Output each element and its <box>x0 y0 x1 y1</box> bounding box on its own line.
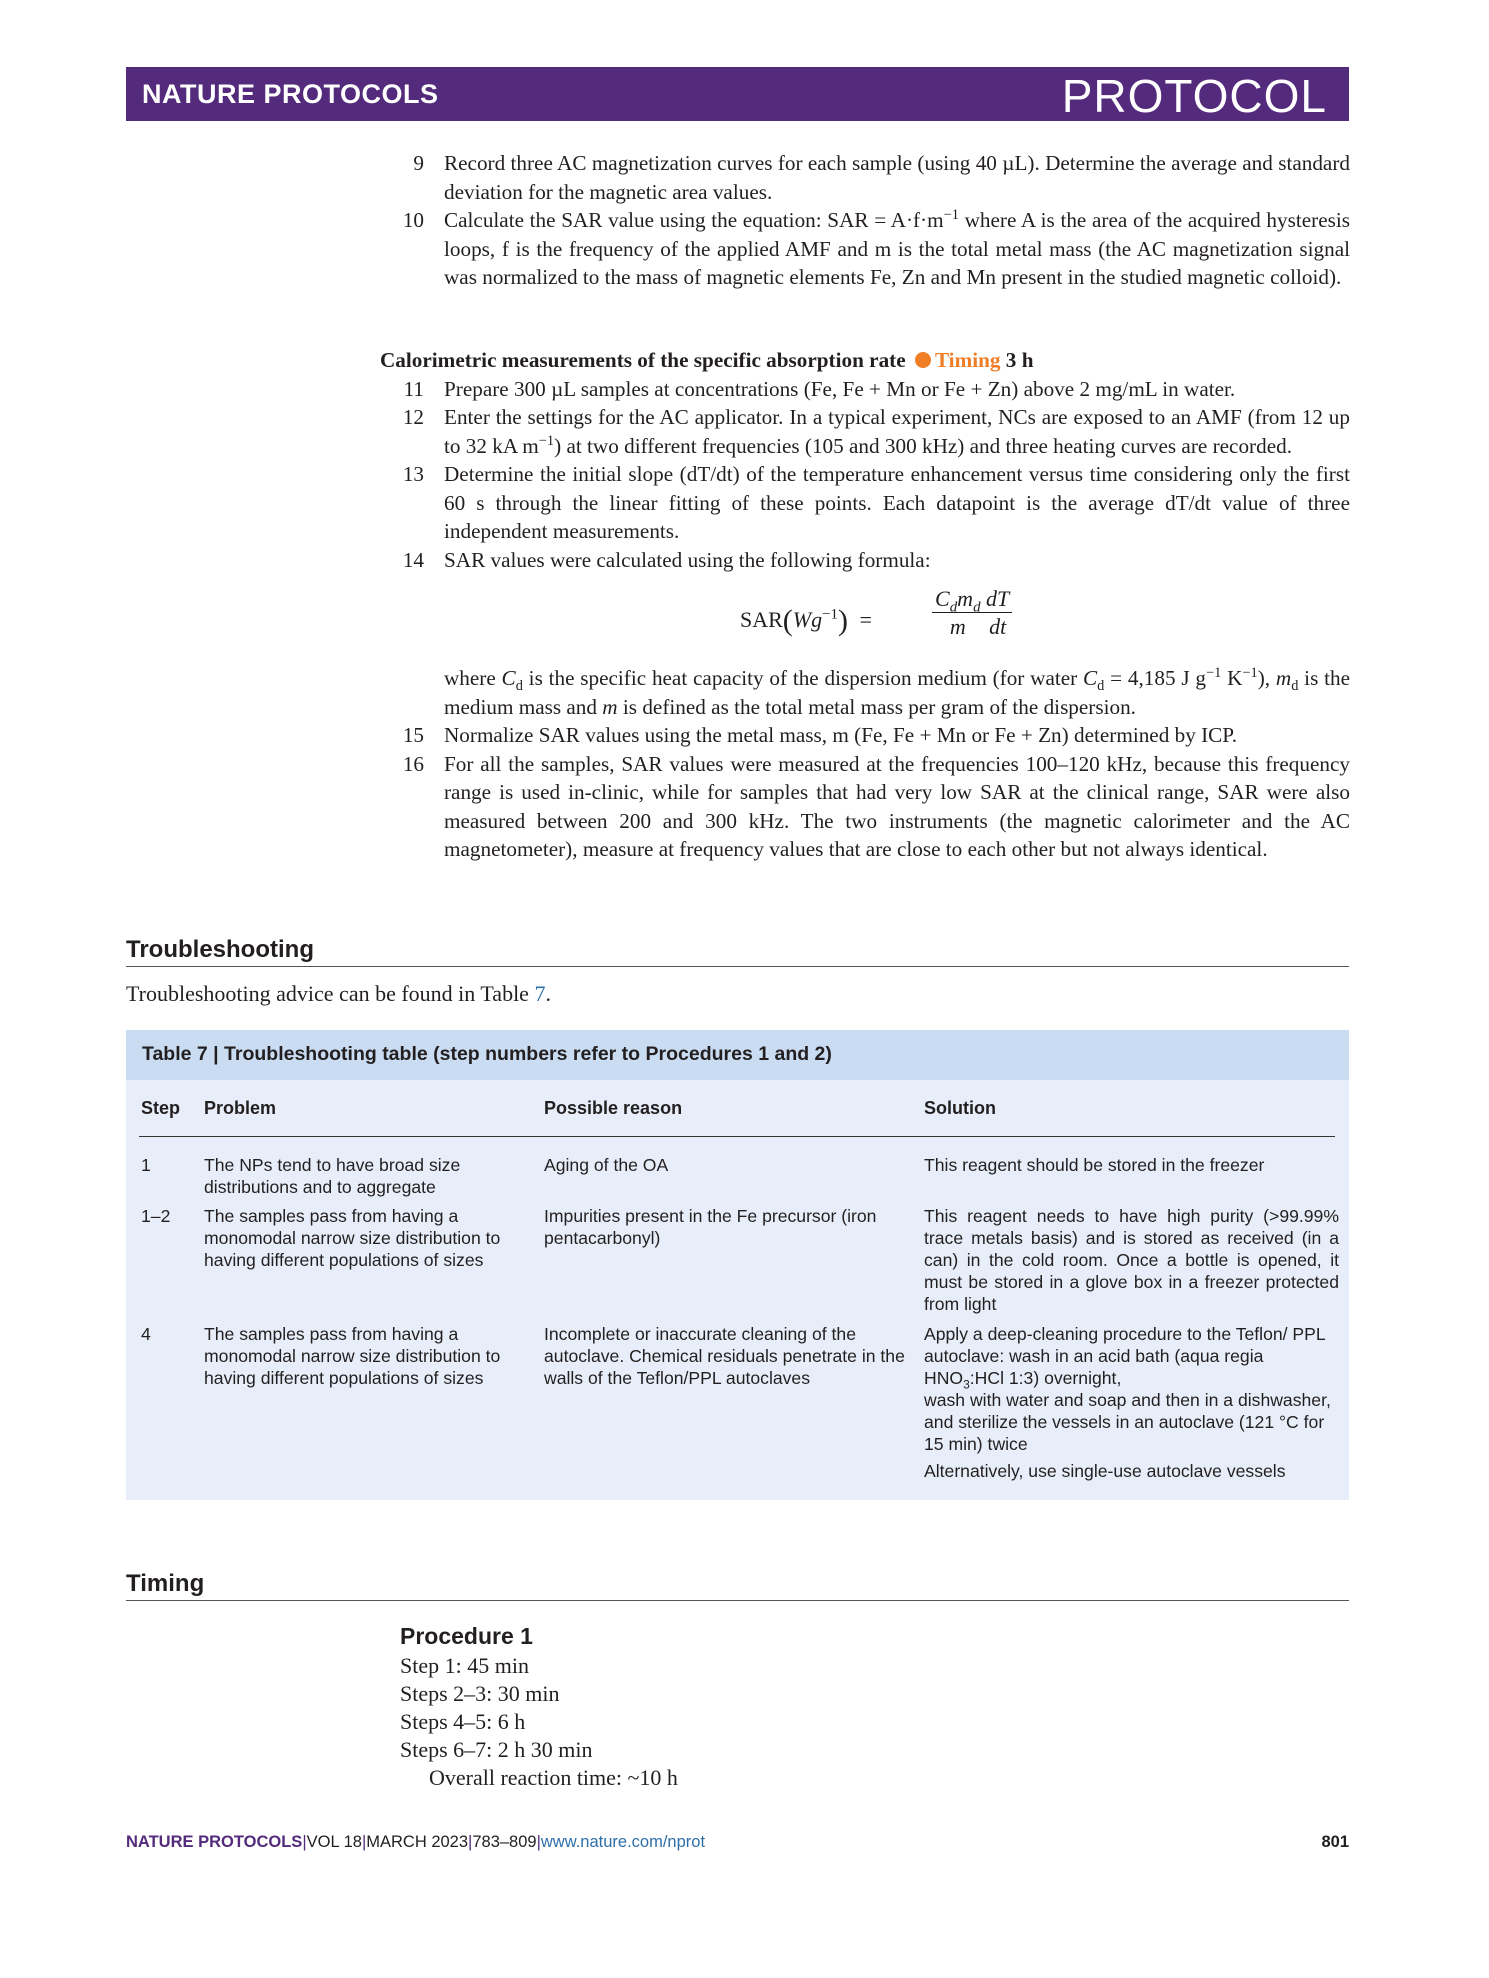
article-type: PROTOCOL <box>1061 70 1327 122</box>
troubleshooting-table <box>126 1030 1349 1500</box>
cell-problem: The samples pass from having a monomodal narrow size distribution to having different populations of sizes <box>204 1206 501 1270</box>
formula-explanation: where $C_d$ is the specific heat capacity of the dispersion medium (for water $C_d = 4,185$ J $g^{-1}$ $K^{-1}$), $m_d$ is the medium mass and m is defined as the total metal mass per gram of the dispersion. <box>444 664 1350 719</box>
step-text: Record three AC magnetization curves for each sample (using 40 µL). Determine the average and standard deviation for the magnetic area values. <box>444 151 1350 204</box>
step-10 <box>380 206 1350 292</box>
step-text: Prepare 300 µL samples at concentrations (Fe, Fe + Mn or Fe + Zn) above 2 mg/mL in water. <box>444 376 1236 401</box>
section-heading <box>380 346 1350 375</box>
procedure-title: Procedure 1 <box>400 1623 533 1649</box>
timing-line: Steps 2–3: 30 min <box>400 1681 560 1706</box>
section-title: Calorimetric measurements of the specific absorption rate <box>380 348 906 372</box>
step-13 <box>380 460 1350 546</box>
timing-value: 3 h <box>1005 348 1034 372</box>
cell-step: 4 <box>141 1324 151 1344</box>
cell-solution: This reagent should be stored in the freezer <box>924 1155 1265 1175</box>
step-16 <box>380 750 1350 864</box>
col-header-solution: Solution <box>924 1098 996 1118</box>
troubleshooting-heading: Troubleshooting <box>126 936 1349 967</box>
cell-step: 1–2 <box>141 1206 171 1226</box>
step-number: 9 <box>413 151 424 175</box>
journal-name: NATURE PROTOCOLS <box>142 79 439 109</box>
cell-problem: The samples pass from having a monomodal narrow size distribution to having different populations of sizes <box>204 1324 501 1388</box>
superscript: −1 <box>943 206 959 223</box>
timing-line: Steps 6–7: 2 h 30 min <box>400 1737 593 1762</box>
header-rule <box>139 1136 1335 1137</box>
step-number: 15 <box>402 723 424 747</box>
procedure-1-timing <box>400 1622 678 1792</box>
cell-solution: Apply a deep-cleaning procedure to the Teflon/ PPL autoclave: wash in an acid bath (aqua regia $HNO_3:HCl$ 1:3) overnight, wash with water and soap and then in a dishwasher, and sterilize the vessels in an autoclave (121 °C for 15 min) twice <box>924 1324 1331 1454</box>
timing-dot-icon <box>915 352 931 368</box>
journal-banner <box>126 67 1349 121</box>
step-number: 13 <box>402 462 424 486</box>
cell-solution: This reagent needs to have high purity (>99.99% trace metals basis) and is stored as received (in a can) in the cold room. Once a bottle is opened, it must be stored in a glove box in a freezer protected from light <box>924 1206 1339 1314</box>
formula-lhs: $SAR(Wg^{-1})$ = <box>740 604 872 637</box>
step-text: SAR values were calculated using the following formula: <box>444 547 931 572</box>
cell-solution-alt: Alternatively, use single-use autoclave vessels <box>924 1461 1286 1481</box>
cell-reason: Incomplete or inaccurate cleaning of the autoclave. Chemical residuals penetrate in the walls of the Teflon/PPL autoclaves <box>544 1324 905 1388</box>
page-footer: NATURE PROTOCOLS|VOL 18|MARCH 2023|783–809|www.nature.com/nprot 801 <box>126 1833 1349 1851</box>
step-text: For all the samples, SAR values were measured at the frequencies 100–120 kHz, because this frequency range is used in-clinic, while for samples that had very low SAR at the clinical range, SAR were also measured between 200 and 300 kHz. The two instruments (the magnetic calorimeter and the AC magnetometer), measure at frequency values that are close to each other but not always identical. <box>444 751 1350 861</box>
cell-reason: Impurities present in the Fe precursor (iron pentacarbonyl) <box>544 1206 877 1248</box>
footer-date: MARCH 2023 <box>366 1833 469 1851</box>
procedure-steps-top <box>380 149 1350 292</box>
col-header-problem: Problem <box>204 1098 277 1118</box>
timing-line: Step 1: 45 min <box>400 1653 529 1678</box>
table-title: Table 7 | Troubleshooting table (step numbers refer to Procedures 1 and 2) <box>126 1030 1349 1080</box>
step-text: where A is the area of the acquired hysteresis loops, f is the frequency of the applied AMF and m is the total metal mass (the AC magnetization signal was normalized to the mass of magnetic elements Fe, Zn and Mn present in the studied magnetic colloid). <box>444 208 1350 289</box>
step-number: 14 <box>402 547 424 572</box>
col-header-reason: Possible reason <box>544 1098 683 1118</box>
table-7-link[interactable]: 7 <box>534 981 546 1006</box>
step-number: 11 <box>403 376 424 401</box>
step-number: 16 <box>402 751 424 776</box>
cell-reason: Aging of the OA <box>544 1155 669 1175</box>
col-header-step: Step <box>141 1098 181 1118</box>
step-9 <box>380 149 1350 206</box>
step-14 <box>380 546 1350 575</box>
cell-step: 1 <box>141 1155 151 1175</box>
timing-line: Steps 4–5: 6 h <box>400 1709 526 1734</box>
footer-volume: VOL 18 <box>306 1833 362 1851</box>
formula-fraction-1: $C_dm_d$ m <box>932 586 984 641</box>
footer-journal: NATURE PROTOCOLS <box>126 1833 303 1851</box>
step-text: Determine the initial slope (dT/dt) of the temperature enhancement versus time considering only the first 60 s through the linear fitting of these points. Each datapoint is the average dT/dt value of three independent measurements. <box>444 462 1350 543</box>
step-text: Calculate the SAR value using the equation: SAR = A·f·m <box>444 208 944 232</box>
sar-formula <box>380 586 1350 656</box>
step-text: Normalize SAR values using the metal mass, m (Fe, Fe + Mn or Fe + Zn) determined by ICP. <box>444 723 1238 747</box>
step-number: 10 <box>402 208 424 232</box>
timing-heading: Timing <box>126 1570 1349 1601</box>
superscript: −1 <box>538 432 555 449</box>
footer-url-link[interactable]: www.nature.com/nprot <box>540 1833 706 1851</box>
step-text: ) at two different frequencies (105 and 300 kHz) and three heating curves are recorded. <box>554 433 1292 458</box>
timing-label: Timing <box>934 348 1001 372</box>
footer-pages: 783–809 <box>472 1833 537 1851</box>
calorimetric-section <box>380 346 1350 864</box>
step-15 <box>380 721 1350 750</box>
troubleshooting-text: Troubleshooting advice can be found in Table 7. <box>126 981 551 1006</box>
step-text: Enter the settings for the AC applicator. In a typical experiment, NCs are exposed to an AMF (from 12 up to 32 kA m <box>444 405 1350 458</box>
page-number: 801 <box>1321 1833 1349 1851</box>
step-11 <box>380 375 1350 404</box>
overall-time: Overall reaction time: ~10 h <box>429 1765 678 1790</box>
step-number: 12 <box>402 405 424 429</box>
cell-problem: The NPs tend to have broad size distributions and to aggregate <box>204 1155 461 1197</box>
step-12 <box>380 403 1350 460</box>
formula-fraction-2: $\frac{dT}{dt}$ <box>983 586 1012 641</box>
